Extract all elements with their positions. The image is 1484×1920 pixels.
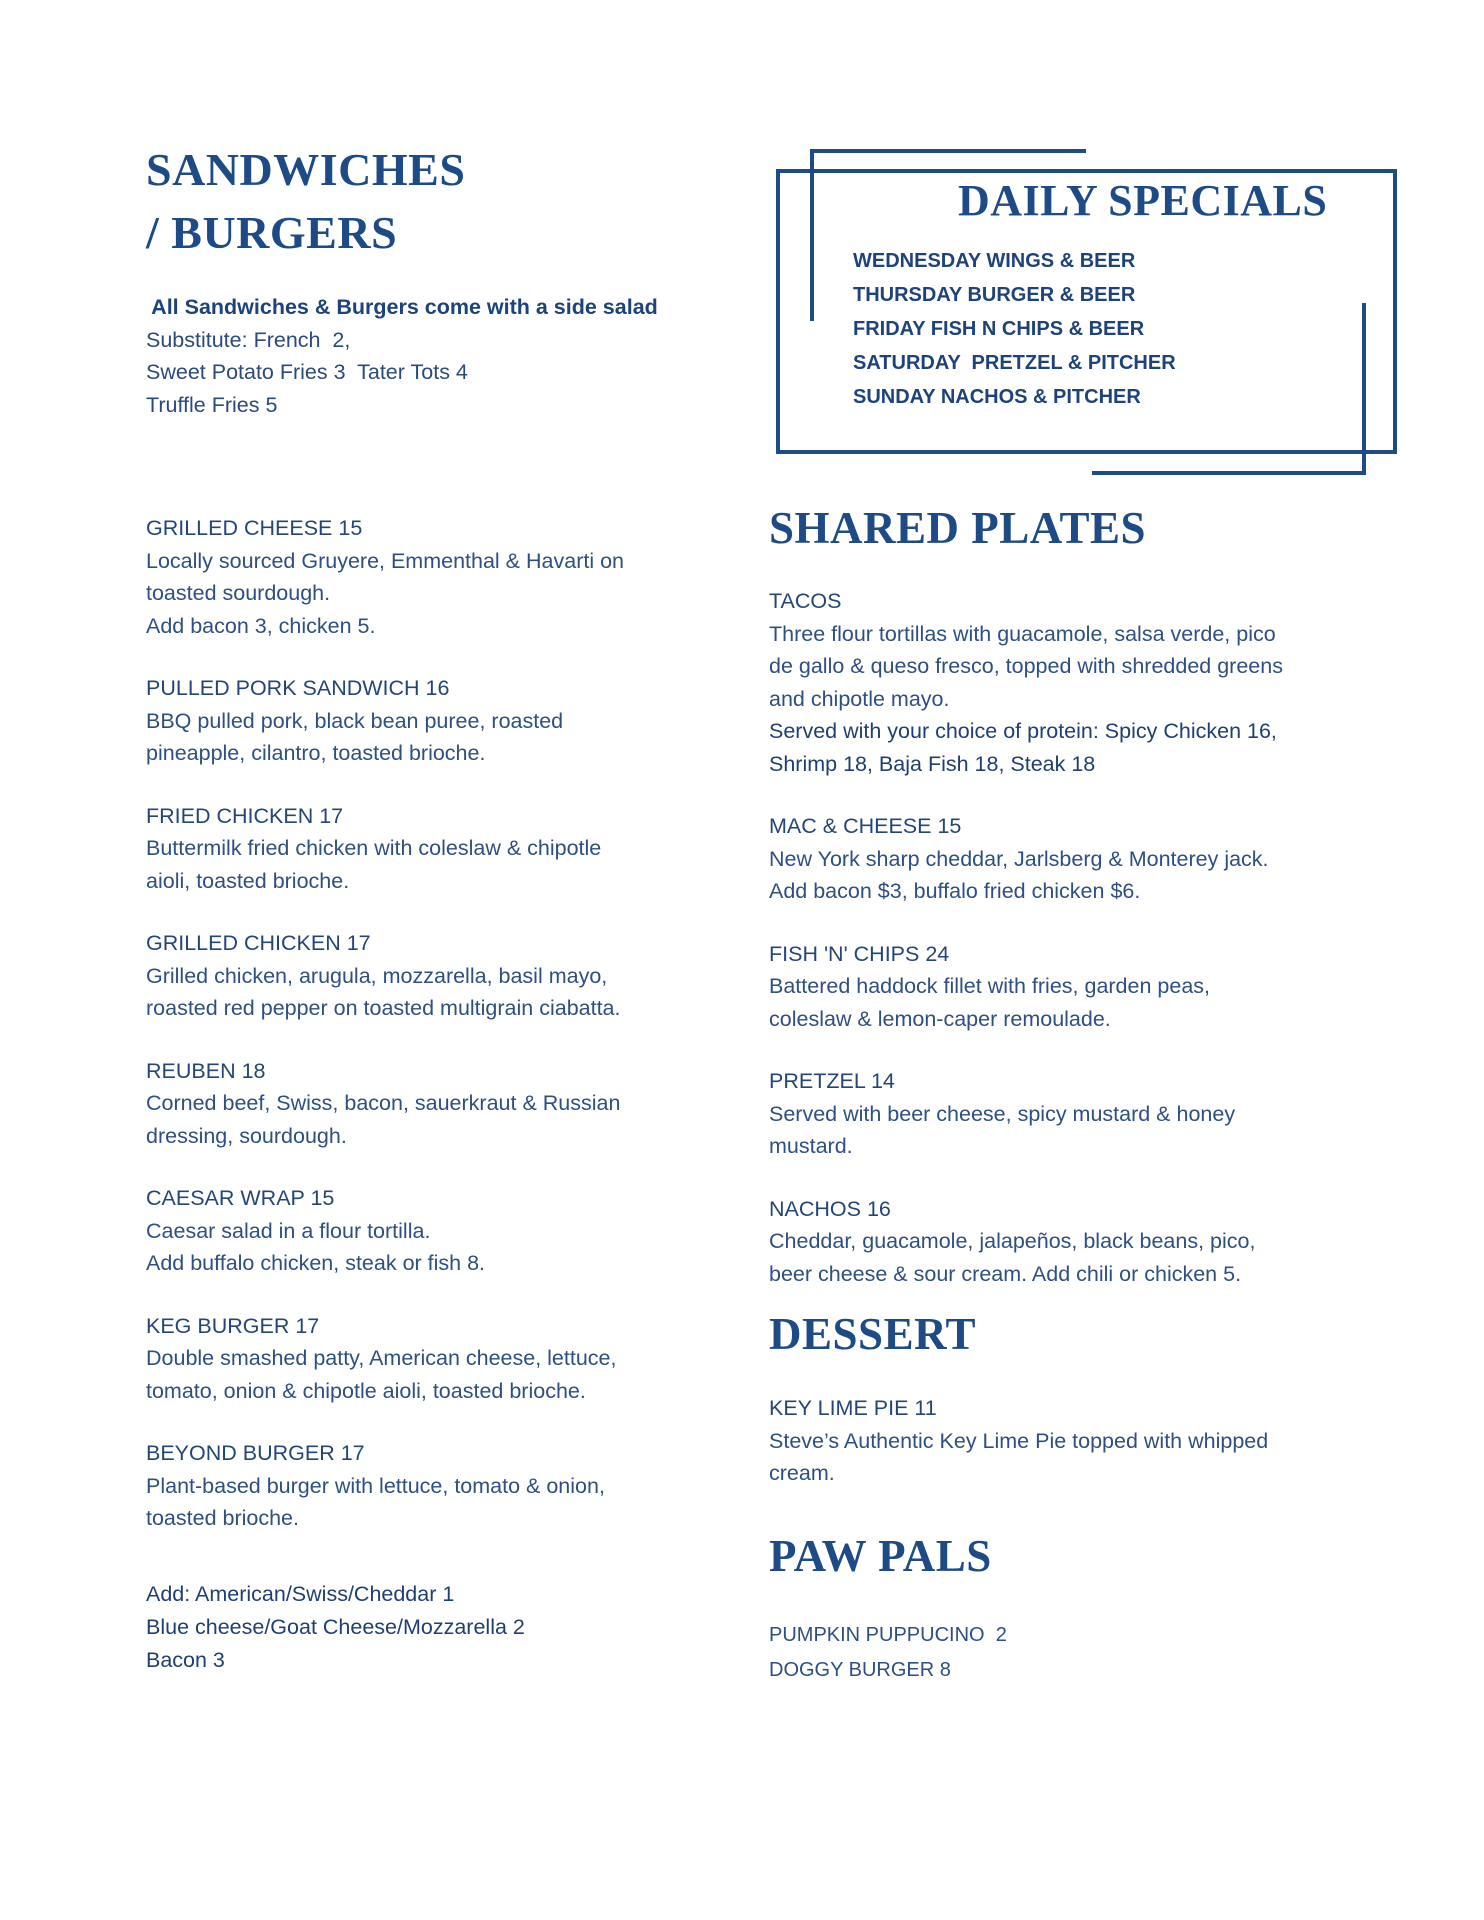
menu-item-title: TACOS bbox=[769, 589, 842, 613]
menu-item-title: MAC & CHEESE 15 bbox=[769, 814, 962, 838]
menu-item bbox=[769, 1392, 1389, 1490]
addon-line: Bacon 3 bbox=[146, 1648, 225, 1672]
paw-pal-item: PUMPKIN PUPPUCINO 2 bbox=[769, 1624, 1007, 1646]
menu-item bbox=[146, 927, 746, 1025]
sandwiches-section bbox=[146, 138, 726, 421]
protein-line: Served with your choice of protein: Spicy Chicken 16, bbox=[769, 719, 1277, 743]
sandwiches-heading-line2: / BURGERS bbox=[146, 207, 398, 258]
addon-line: Add: American/Swiss/Cheddar 1 bbox=[146, 1582, 455, 1606]
menu-item-desc bbox=[146, 832, 746, 897]
desc-line: Grilled chicken, arugula, mozzarella, basil mayo, bbox=[146, 963, 608, 988]
protein-line: Shrimp 18, Baja Fish 18, Steak 18 bbox=[769, 751, 1096, 776]
shared-plates-heading: SHARED PLATES bbox=[769, 503, 1147, 553]
menu-item-title: REUBEN 18 bbox=[146, 1058, 266, 1083]
menu-item-desc bbox=[146, 1342, 746, 1407]
frame-accent-right bbox=[1362, 303, 1366, 475]
desc-line: cream. bbox=[769, 1461, 835, 1485]
desc-line: Served with beer cheese, spicy mustard & honey bbox=[769, 1101, 1236, 1126]
menu-item bbox=[146, 1055, 746, 1153]
menu-item-desc bbox=[769, 970, 1389, 1035]
menu-item-desc bbox=[146, 960, 746, 1025]
menu-item bbox=[769, 810, 1389, 908]
frame-accent-top bbox=[810, 149, 1086, 153]
menu-item-desc bbox=[146, 545, 746, 643]
paw-pals-heading: PAW PALS bbox=[769, 1531, 992, 1581]
desc-line: Add buffalo chicken, steak or fish 8. bbox=[146, 1251, 486, 1275]
special-item: SATURDAY PRETZEL & PITCHER bbox=[853, 352, 1176, 374]
menu-item-title: BEYOND BURGER 17 bbox=[146, 1441, 365, 1465]
paw-pals-list bbox=[769, 1618, 1269, 1688]
menu-item-desc bbox=[769, 618, 1389, 716]
menu-item-title: GRILLED CHEESE 15 bbox=[146, 516, 363, 540]
desc-line: Caesar salad in a flour tortilla. bbox=[146, 1218, 431, 1243]
menu-item-desc bbox=[769, 843, 1389, 908]
menu-item-desc bbox=[146, 1087, 746, 1152]
desc-line: pineapple, cilantro, toasted brioche. bbox=[146, 741, 486, 765]
sandwiches-heading-line1: SANDWICHES bbox=[146, 144, 466, 195]
desc-line: beer cheese & sour cream. Add chili or chicken 5. bbox=[769, 1261, 1242, 1286]
menu-item-desc bbox=[146, 705, 746, 770]
daily-specials-heading: DAILY SPECIALS bbox=[958, 176, 1328, 225]
desc-line: Double smashed patty, American cheese, lettuce, bbox=[146, 1346, 617, 1370]
menu-item-desc bbox=[769, 1225, 1389, 1290]
sandwiches-heading bbox=[146, 138, 726, 264]
desc-line: aioli, toasted brioche. bbox=[146, 868, 350, 893]
shared-plates-list bbox=[769, 585, 1389, 1320]
desc-line: Add bacon 3, chicken 5. bbox=[146, 613, 376, 638]
special-item: FRIDAY FISH N CHIPS & BEER bbox=[853, 318, 1145, 340]
desc-line: Cheddar, guacamole, jalapeños, black beans, pico, bbox=[769, 1229, 1256, 1253]
sandwiches-list bbox=[146, 512, 746, 1565]
substitute-line: Sweet Potato Fries 3 Tater Tots 4 bbox=[146, 360, 468, 384]
menu-item bbox=[146, 1182, 746, 1280]
desc-line: BBQ pulled pork, black bean puree, roasted bbox=[146, 708, 564, 733]
special-item: SUNDAY NACHOS & PITCHER bbox=[853, 386, 1141, 408]
menu-item-desc bbox=[146, 1470, 746, 1535]
desc-line: and chipotle mayo. bbox=[769, 686, 950, 711]
desc-line: Buttermilk fried chicken with coleslaw & chipotle bbox=[146, 836, 602, 860]
desc-line: roasted red pepper on toasted multigrain ciabatta. bbox=[146, 996, 621, 1020]
paw-pal-item: DOGGY BURGER 8 bbox=[769, 1659, 951, 1681]
desc-line: Plant-based burger with lettuce, tomato & onion, bbox=[146, 1473, 605, 1498]
menu-item bbox=[146, 1310, 746, 1408]
sides-note bbox=[146, 291, 726, 421]
desc-line: toasted sourdough. bbox=[146, 581, 331, 605]
protein-options bbox=[769, 715, 1389, 780]
desc-line: New York sharp cheddar, Jarlsberg & Monterey jack. bbox=[769, 846, 1269, 871]
menu-item bbox=[146, 512, 746, 642]
menu-item-title: GRILLED CHICKEN 17 bbox=[146, 931, 371, 955]
desc-line: toasted brioche. bbox=[146, 1506, 299, 1530]
menu-item-title: KEY LIME PIE 11 bbox=[769, 1396, 937, 1420]
menu-item-title: FISH 'N' CHIPS 24 bbox=[769, 941, 950, 966]
desc-line: mustard. bbox=[769, 1134, 853, 1158]
addon-line: Blue cheese/Goat Cheese/Mozzarella 2 bbox=[146, 1615, 525, 1639]
special-item: THURSDAY BURGER & BEER bbox=[853, 284, 1136, 306]
menu-item-desc bbox=[769, 1098, 1389, 1163]
menu-item bbox=[769, 1065, 1389, 1163]
substitute-line: Truffle Fries 5 bbox=[146, 392, 278, 417]
menu-item-title: PULLED PORK SANDWICH 16 bbox=[146, 676, 450, 700]
desc-line: Three flour tortillas with guacamole, salsa verde, pico bbox=[769, 621, 1276, 646]
menu-item-desc bbox=[146, 1215, 746, 1280]
desc-line: Add bacon $3, buffalo fried chicken $6. bbox=[769, 879, 1141, 903]
menu-item-title: FRIED CHICKEN 17 bbox=[146, 803, 344, 828]
side-salad-note: All Sandwiches & Burgers come with a side salad bbox=[146, 295, 658, 319]
substitute-line: Substitute: French 2, bbox=[146, 327, 351, 352]
menu-item-title: KEG BURGER 17 bbox=[146, 1313, 320, 1338]
menu-item bbox=[146, 672, 746, 770]
desc-line: dressing, sourdough. bbox=[146, 1123, 347, 1148]
menu-item bbox=[769, 585, 1389, 780]
desc-line: tomato, onion & chipotle aioli, toasted brioche. bbox=[146, 1378, 586, 1403]
desc-line: coleslaw & lemon-caper remoulade. bbox=[769, 1006, 1111, 1031]
daily-specials-list bbox=[853, 244, 1176, 414]
menu-item-title: NACHOS 16 bbox=[769, 1196, 891, 1221]
desc-line: Locally sourced Gruyere, Emmenthal & Havarti on bbox=[146, 548, 624, 573]
addons-list bbox=[146, 1578, 746, 1677]
dessert-list bbox=[769, 1392, 1389, 1520]
desc-line: Steve’s Authentic Key Lime Pie topped with whipped bbox=[769, 1428, 1269, 1453]
special-item: WEDNESDAY WINGS & BEER bbox=[853, 250, 1136, 272]
dessert-heading: DESSERT bbox=[769, 1309, 977, 1359]
desc-line: Corned beef, Swiss, bacon, sauerkraut & Russian bbox=[146, 1091, 621, 1115]
menu-item bbox=[146, 800, 746, 898]
menu-item-title: PRETZEL 14 bbox=[769, 1069, 895, 1093]
menu-item-desc bbox=[769, 1425, 1389, 1490]
frame-accent-bottom bbox=[1092, 471, 1366, 475]
desc-line: de gallo & queso fresco, topped with shredded greens bbox=[769, 654, 1283, 678]
menu-item bbox=[769, 1193, 1389, 1291]
menu-item bbox=[146, 1437, 746, 1535]
menu-item bbox=[769, 938, 1389, 1036]
menu-item-title: CAESAR WRAP 15 bbox=[146, 1186, 335, 1210]
frame-accent-left bbox=[810, 149, 814, 321]
desc-line: Battered haddock fillet with fries, garden peas, bbox=[769, 974, 1211, 998]
